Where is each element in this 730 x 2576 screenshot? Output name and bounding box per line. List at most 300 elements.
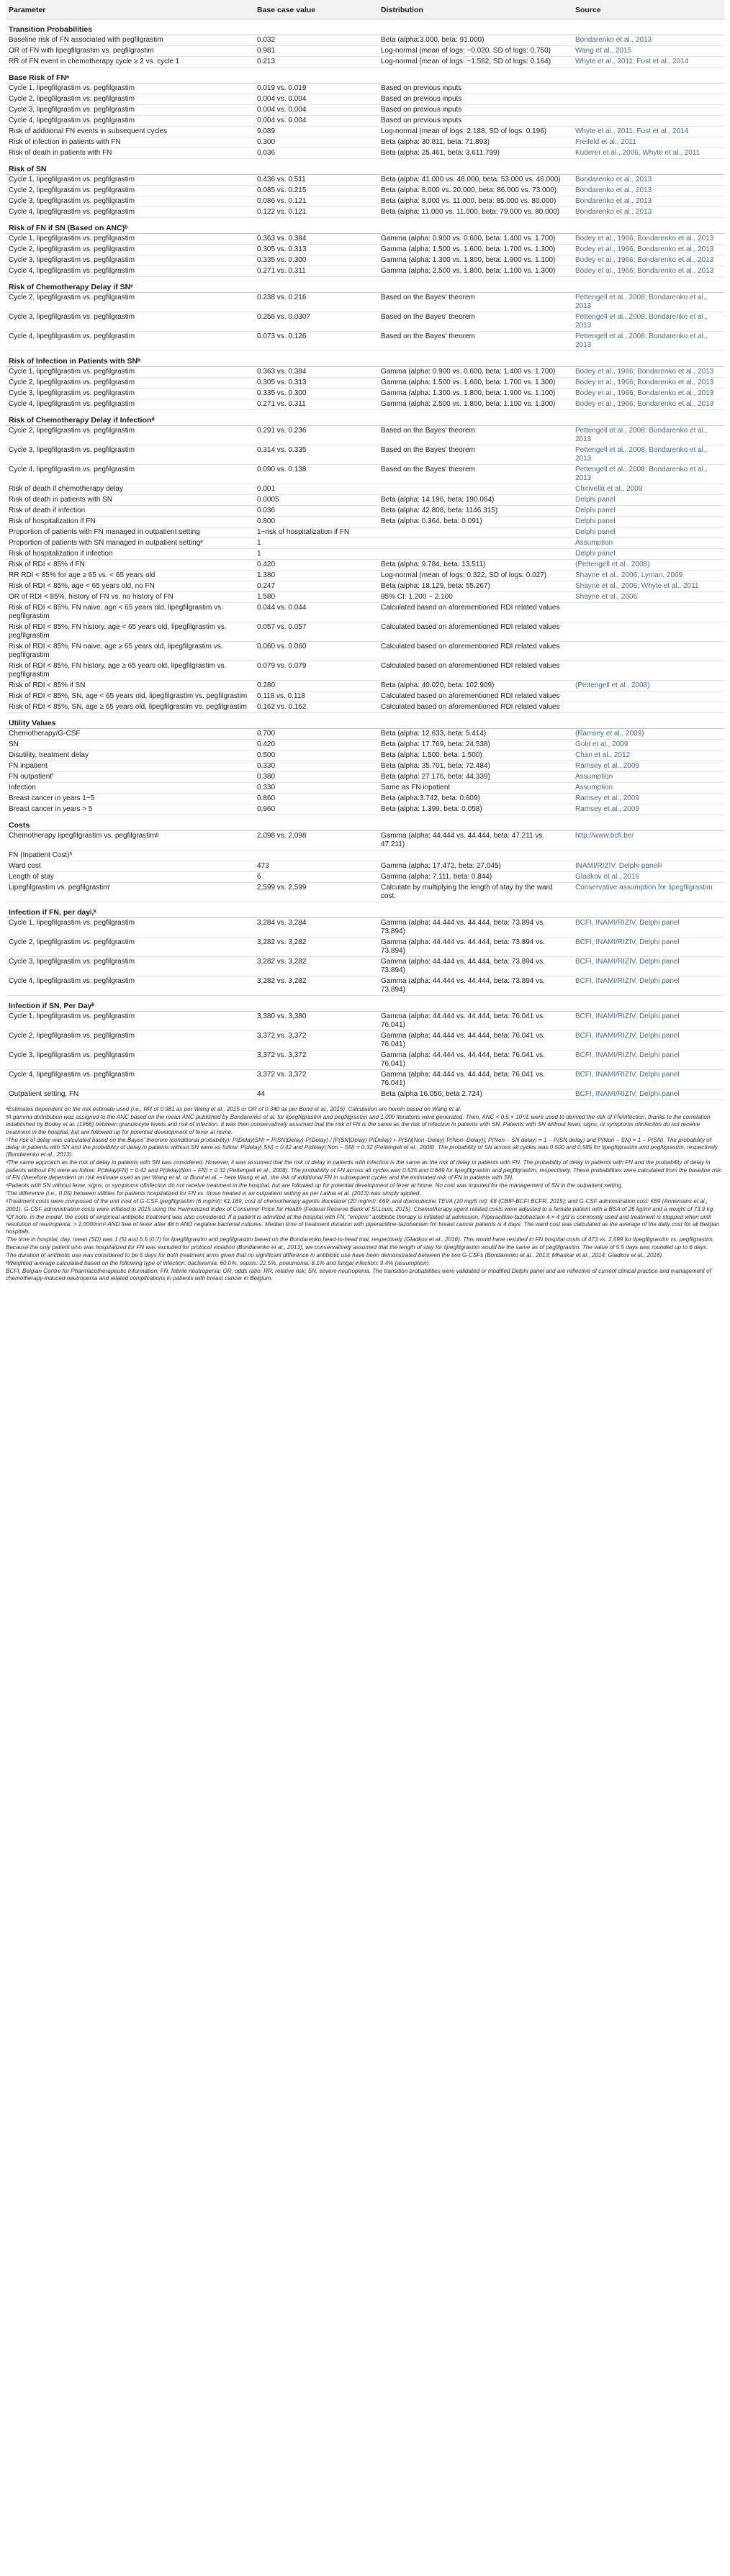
cell-base-case-value: 0.036 (254, 148, 378, 159)
cell-source: BCFI, INAMI/RIZIV, Delphi panel (572, 1012, 724, 1031)
cell-base-case-value: 0.044 vs. 0.044 (254, 603, 378, 622)
footnote: ᵇA gamma distribution was assigned to the ANC based on the mean ANC published by Bondarenko et al. for lipegfilgrastim and pegfilgrastim and 1,000 iterations were generated. Then, ANC < 0.5 × 10⁹/L were used to derived the risk of FN/infection, thanks to the correlation established by Bodey et al. (1966) between granulocyte levels and risk of infection. It was then conservatively assumed that the risk of FN is the same as the risk of infection in patients with SN. Patients with SN without fever, signs, or symptoms ofinfection do not receive treatment in the hospital, but are followed up for potential development of fever at home. (6, 1114, 711, 1135)
section-header-row (6, 218, 724, 234)
cell-base-case-value: 0.420 (254, 560, 378, 571)
cell-distribution: Gamma (alpha: 1.300 vs. 1.800, beta: 1.900 vs. 1.100) (378, 255, 572, 266)
cell-source: Ramsey et al., 2009 (572, 804, 724, 815)
cell-base-case-value: 0.335 vs. 0.300 (254, 255, 378, 266)
cell-base-case-value: 0.960 (254, 804, 378, 815)
cell-distribution: Calculated based on aforementioned RDI related values (378, 691, 572, 702)
cell-distribution: Gamma (alpha: 1.300 vs. 1.800, beta: 1.900 vs. 1.100) (378, 389, 572, 399)
table-row (6, 1012, 724, 1031)
cell-source: Shayne et al., 2006; Whyte et al., 2011 (572, 581, 724, 592)
section-title: Base Risk of FNᵃ (6, 68, 724, 83)
cell-base-case-value: 0.380 (254, 772, 378, 783)
cell-distribution: Gamma (alpha: 44.444 vs. 44.444, beta: 76.041 vs. 76.041) (378, 1051, 572, 1070)
table-row (6, 772, 724, 783)
table-header-row (6, 0, 724, 19)
cell-source: Assumption (572, 538, 724, 549)
cell-parameter: Cycle 1, lipegfilgrastim vs. pegfilgrastim (6, 367, 254, 378)
cell-source: Gladkov et al., 2016 (572, 872, 724, 883)
table-row (6, 538, 724, 549)
table-row (6, 367, 724, 378)
table-row (6, 861, 724, 872)
table-row (6, 35, 724, 46)
cell-base-case-value: 6 (254, 872, 378, 883)
footnote: ᶠThe difference (i.e., 0.05) between utilities for patients hospitalized for FN vs. those treated in an outpatient setting as per Lathia et al. (2013) was simply applied. (6, 1190, 421, 1197)
section-title: Infection if FN, per dayʲ,ᵏ (6, 902, 724, 918)
cell-base-case-value: 0.085 vs. 0.215 (254, 186, 378, 196)
cell-parameter: Breast cancer in years > 5 (6, 804, 254, 815)
section-title: Transition Probabilities (6, 19, 724, 35)
cell-base-case-value: 1−risk of hospitalization if FN (254, 527, 378, 538)
cell-base-case-value: 9.089 (254, 127, 378, 137)
cell-parameter: Cycle 2, lipegfilgrastim vs. pegfilgrastim (6, 426, 254, 445)
cell-parameter: OR of RDI < 85%, history of FN vs. no history of FN (6, 592, 254, 603)
cell-base-case-value: 3,282 vs. 3,282 (254, 938, 378, 957)
cell-source: Pettengell et al., 2008; Bondarenko et al., 2013 (572, 445, 724, 465)
footnote: ʲThe duration of antibiotic use was considered to be 5 days for both treatment arms given that no significant difference in antibiotic use have been demonstrated between the two G-CSFs (Bondarenko et al., 2013; Mhaskar et al., 2014; Gladkov et al., 2016). (6, 1251, 664, 1258)
cell-source: Bodey et al., 1966; Bondarenko et al., 2013 (572, 389, 724, 399)
cell-parameter: Risk of RDI < 85%, age < 65 years old, no FN (6, 581, 254, 592)
cell-distribution: 95% CI: 1.200 − 2.100 (378, 592, 572, 603)
table-row (6, 872, 724, 883)
cell-base-case-value: 3,282 vs. 3,282 (254, 957, 378, 976)
cell-parameter: Cycle 4, lipegfilgrastim vs. pegfilgrastim (6, 1070, 254, 1089)
cell-parameter: Proportion of patients with FN managed in outpatient setting (6, 527, 254, 538)
cell-parameter: Cycle 3, lipegfilgrastim vs. pegfilgrastim (6, 196, 254, 207)
cell-parameter: Cycle 4, lipegfilgrastim vs. pegfilgrastim (6, 976, 254, 996)
cell-source: Ramsey et al., 2009 (572, 794, 724, 804)
cell-parameter: Risk of hospitalization if FN (6, 517, 254, 527)
cell-distribution: Based on previous inputs (378, 116, 572, 127)
cell-distribution: Based on the Bayes' theorem (378, 426, 572, 445)
cell-base-case-value: 0.032 (254, 35, 378, 46)
footnote: BCFI, Belgian Centre for Pharmacotherapeutic Information; FN, febrile neutropenia; OR, odds ratio; RR, relative risk; SN, severe neutropenia. The transition probabilities were validated or modified Delphi panel and are reflective of current clinical practice and management of chemotherapy-induced neutropenia and related complications in patients with breast cancer in Belgium. (6, 1268, 711, 1282)
cell-parameter: Cycle 4, lipegfilgrastim vs. pegfilgrastim (6, 266, 254, 277)
table-row (6, 976, 724, 996)
section-title: Utility Values (6, 713, 724, 729)
cell-base-case-value: 0.800 (254, 517, 378, 527)
cell-distribution: Based on previous inputs (378, 105, 572, 116)
cell-source: Bodey et al., 1966; Bondarenko et al., 2013 (572, 378, 724, 389)
cell-source: INAMI/RIZIV, Delphi panelᵍ (572, 861, 724, 872)
cell-base-case-value: 0.036 (254, 506, 378, 517)
table-row (6, 175, 724, 186)
table-row (6, 186, 724, 196)
table-row (6, 883, 724, 902)
cell-distribution: Gamma (alpha: 0.900 vs. 0.600, beta: 1.400 vs. 1.700) (378, 367, 572, 378)
table-row (6, 918, 724, 938)
cell-base-case-value: 0.860 (254, 794, 378, 804)
table-row (6, 1089, 724, 1100)
cell-parameter: Chemotherapy/G-CSF (6, 729, 254, 740)
table-row (6, 592, 724, 603)
cell-source: http://www.bcfi.be/ (572, 831, 724, 851)
section-header-row (6, 277, 724, 293)
cell-distribution (378, 538, 572, 549)
cell-base-case-value: 473 (254, 861, 378, 872)
cell-base-case-value: 0.305 vs. 0.313 (254, 245, 378, 255)
cell-base-case-value: 1 (254, 549, 378, 560)
table-row (6, 549, 724, 560)
cell-source: (Pettengell et al., 2008) (572, 681, 724, 691)
cell-parameter: Cycle 2, lipegfilgrastim vs. pegfilgrastim (6, 186, 254, 196)
cell-parameter: Outpatient setting, FN (6, 1089, 254, 1100)
section-header-row (6, 713, 724, 729)
cell-distribution: Gamma (alpha: 17.472, beta: 27.045) (378, 861, 572, 872)
cell-base-case-value: 3,380 vs. 3,380 (254, 1012, 378, 1031)
cell-base-case-value: 1.580 (254, 592, 378, 603)
cell-source (572, 851, 724, 861)
cell-source: Whyte et al., 2011; Fust et al., 2014 (572, 127, 724, 137)
footnote: ᵈThe same approach as the risk of delay in patients with SN was considered. However, it was assumed that the risk of delay in patients with infection is the same as the risk of delay in patients with FN. The probability of delay in patients with FN and the probability of delay in patients without FN were as follow: P(delay|FN) = 0.42 and P(delay|Non − FN) = 0.32 (Pettengell et al., 2008). The probability of FN across all cycles was 0.535 and 0.649 for lipegfilgrastim and pegfilgrastim, respectively. These probabilities were calculated from the baseline risk of FN (therefore dependent on risk estimate used as per Wang et al. or Bond et al. − here Wang et al), the risk of additional FN in subsequent cycles and the estimated risk of FN in patients with SN. (6, 1159, 721, 1181)
cell-base-case-value: 0.291 vs. 0.236 (254, 426, 378, 445)
cell-parameter: Cycle 4, lipegfilgrastim vs. pegfilgrastim (6, 332, 254, 351)
cell-base-case-value: 0.981 (254, 46, 378, 57)
cell-base-case-value: 1 (254, 538, 378, 549)
cell-source: Pettengell et al., 2008; Bondarenko et al., 2013 (572, 332, 724, 351)
table-row (6, 495, 724, 506)
cell-base-case-value: 3,284 vs. 3,284 (254, 918, 378, 938)
table-row (6, 702, 724, 713)
cell-base-case-value: 0.086 vs. 0.121 (254, 196, 378, 207)
table-row (6, 642, 724, 661)
table-row (6, 517, 724, 527)
cell-source: Delphi panel (572, 549, 724, 560)
cell-base-case-value: 0.314 vs. 0.335 (254, 445, 378, 465)
cell-source: Pettengell et al., 2008; Bondarenko et al., 2013 (572, 426, 724, 445)
cell-parameter: Cycle 4, lipegfilgrastim vs. pegfilgrastim (6, 399, 254, 410)
table-row (6, 957, 724, 976)
cell-base-case-value: 0.122 vs. 0.121 (254, 207, 378, 218)
cell-parameter: Risk of infection in patients with FN (6, 137, 254, 148)
cell-parameter: FN outpatientᶠ (6, 772, 254, 783)
cell-base-case-value: 0.363 vs. 0.384 (254, 367, 378, 378)
cell-base-case-value: 44 (254, 1089, 378, 1100)
cell-distribution: Gamma (alpha: 44.444 vs. 44.444, beta: 76.041 vs. 76.041) (378, 1070, 572, 1089)
cell-base-case-value: 2,599 vs. 2,599 (254, 883, 378, 902)
cell-source: BCFI, INAMI/RIZIV, Delphi panel (572, 1031, 724, 1051)
cell-base-case-value: 0.0005 (254, 495, 378, 506)
cell-source: Bondarenko et al., 2013 (572, 207, 724, 218)
section-title: Risk of FN if SN (Based on ANC)ᵇ (6, 218, 724, 234)
cell-source (572, 691, 724, 702)
table-row (6, 681, 724, 691)
cell-distribution: Gamma (alpha: 44.444 vs. 44.444, beta: 76.041 vs. 76.041) (378, 1012, 572, 1031)
cell-distribution: Beta (alpha: 42.808, beta: 1146.315) (378, 506, 572, 517)
cell-parameter: Cycle 4, lipegfilgrastim vs. pegfilgrastim (6, 116, 254, 127)
cell-distribution: Same as FN inpatient (378, 783, 572, 794)
cell-distribution: Gamma (alpha: 1.500 vs. 1.600, beta: 1.700 vs. 1.300) (378, 245, 572, 255)
cell-base-case-value: 0.004 vs. 0.004 (254, 105, 378, 116)
table-row (6, 603, 724, 622)
cell-parameter: Cycle 2, lipegfilgrastim vs. pegfilgrastim (6, 293, 254, 312)
table-row (6, 1051, 724, 1070)
cell-source: Freifeld et al., 2011 (572, 137, 724, 148)
header-distribution: Distribution (378, 0, 572, 19)
table-row (6, 94, 724, 105)
cell-base-case-value: 0.256 vs. 0.0307 (254, 312, 378, 332)
section-header-row (6, 159, 724, 175)
cell-distribution: Beta (alpha: 30.811, beta: 71.893) (378, 137, 572, 148)
table-row (6, 46, 724, 57)
table-row (6, 851, 724, 861)
cell-parameter: Infection (6, 783, 254, 794)
cell-base-case-value: 0.330 (254, 783, 378, 794)
cell-distribution: Beta (alpha: 18.129, beta: 55.267) (378, 581, 572, 592)
cell-distribution: Calculate by multiplying the length of stay by the ward cost. (378, 883, 572, 902)
table-row (6, 426, 724, 445)
cell-source (572, 105, 724, 116)
section-header-row (6, 68, 724, 83)
cell-parameter: Proportion of patients with SN managed in outpatient settingᵉ (6, 538, 254, 549)
cell-parameter: Cycle 3, lipegfilgrastim vs. pegfilgrastim (6, 312, 254, 332)
parameter-table-page (6, 0, 724, 1283)
cell-distribution: Gamma (alpha: 44.444 vs. 44.444, beta: 73.894 vs. 73.894) (378, 957, 572, 976)
footnote: ᵃEstimates dependent on the risk estimate used (i.e., RR of 0.981 as per Wang et al., 2015 or OR of 0.340 as per Bond et al., 2015). Calculation are herein based on Wang et al. (6, 1106, 461, 1112)
cell-source: BCFI, INAMI/RIZIV, Delphi panel (572, 1051, 724, 1070)
cell-base-case-value: 3,372 vs. 3,372 (254, 1070, 378, 1089)
table-row (6, 740, 724, 750)
cell-parameter: Cycle 3, lipegfilgrastim vs. pegfilgrastim (6, 445, 254, 465)
section-header-row (6, 902, 724, 918)
cell-distribution: Beta (alpha 16.056; beta 2.724) (378, 1089, 572, 1100)
footnote: ⁱThe time in hospital, day, mean (SD) was 1 (5) and 5.5 (0.7) for lipegfilgrastim and pegfilgrastim based on the Bondarenko head-to-head trial, respectively (Gladkov et al., 2016). This would have resulted in FN hospital costs of 473 vs. 2,599 for lipegfilgrastim vs. pegfilgrastim. Because the only patient who was hospitalized for FN was excluded for protocol violation (Bondarenko et al., 2013), we conservatively assumed that the length of stay for lipegfilgrastim would be the same as of pegfilgrastim. The value of 5.5 days was rounded up to 6 days. (6, 1236, 714, 1251)
cell-source: Bodey et al., 1966; Bondarenko et al., 2013 (572, 367, 724, 378)
cell-source: Conservative assumption for lipegfilgrastim (572, 883, 724, 902)
table-row (6, 57, 724, 68)
footnote: ᵏWeighted average calculated based on the following type of infection: bacteremia: 60.0%, sepsis: 22.5%, pneumonia: 8.1% and fungal infection: 9.4% (assumption). (6, 1260, 431, 1267)
cell-base-case-value: 0.420 (254, 740, 378, 750)
cell-source: Whyte et al., 2011; Fust et al., 2014 (572, 57, 724, 68)
table-row (6, 783, 724, 794)
cell-parameter: Cycle 3, lipegfilgrastim vs. pegfilgrastim (6, 957, 254, 976)
cell-source: Bodey et al., 1966; Bondarenko et al., 2013 (572, 255, 724, 266)
cell-base-case-value: 0.247 (254, 581, 378, 592)
cell-source: Delphi panel (572, 517, 724, 527)
table-body (6, 19, 724, 1100)
cell-base-case-value: 1.380 (254, 571, 378, 581)
section-title: Risk of Chemotherapy Delay if Infectionᵈ (6, 410, 724, 426)
cell-distribution: Gamma (alpha: 44.444 vs. 44.444, beta: 73.894 vs. 73.894) (378, 918, 572, 938)
cell-base-case-value: 0.004 vs. 0.004 (254, 116, 378, 127)
section-header-row (6, 351, 724, 367)
cell-source (572, 622, 724, 642)
section-title: Risk of SN (6, 159, 724, 175)
cell-parameter: Length of stay (6, 872, 254, 883)
cell-parameter: Disutility, treatment delay (6, 750, 254, 761)
cell-distribution: Beta (alpha: 41.000 vs. 48.000, beta: 53.000 vs. 46.000) (378, 175, 572, 186)
cell-source: (Pettengell et al., 2008) (572, 560, 724, 571)
table-row (6, 127, 724, 137)
cell-source (572, 702, 724, 713)
cell-parameter: Cycle 2, lipegfilgrastim vs. pegfilgrastim (6, 1031, 254, 1051)
cell-base-case-value: 0.162 vs. 0.162 (254, 702, 378, 713)
parameter-table (6, 0, 724, 1100)
cell-distribution: Beta (alpha: 40.020, beta: 102.909) (378, 681, 572, 691)
table-row (6, 622, 724, 642)
cell-parameter: RR RDI < 85% for age ≥ 65 vs. < 65 years old (6, 571, 254, 581)
cell-distribution: Gamma (alpha: 0.900 vs. 0.600, beta: 1.400 vs. 1.700) (378, 234, 572, 245)
cell-parameter: Cycle 3, lipegfilgrastim vs. pegfilgrastim (6, 105, 254, 116)
cell-distribution: Beta (alpha: 17.769, beta: 24.538) (378, 740, 572, 750)
table-row (6, 266, 724, 277)
table-row (6, 293, 724, 312)
cell-distribution: Based on previous inputs (378, 94, 572, 105)
cell-base-case-value: 0.073 vs. 0.126 (254, 332, 378, 351)
table-row (6, 378, 724, 389)
cell-parameter: Risk of RDI < 85%, SN, age < 65 years old, lipegfilgrastim vs. pegfilgrastim (6, 691, 254, 702)
cell-base-case-value: 0.436 vs. 0.511 (254, 175, 378, 186)
cell-distribution: Based on the Bayes' theorem (378, 445, 572, 465)
cell-distribution: Log-normal (mean of logs: 2.188, SD of logs: 0.196) (378, 127, 572, 137)
cell-source: BCFI, INAMI/RIZIV, Delphi panel (572, 938, 724, 957)
cell-base-case-value: 0.213 (254, 57, 378, 68)
cell-source: Bondarenko et al., 2013 (572, 196, 724, 207)
cell-parameter: Risk of death if infection (6, 506, 254, 517)
table-row (6, 105, 724, 116)
table-row (6, 465, 724, 484)
cell-source (572, 83, 724, 94)
cell-source: Bondarenko et al., 2013 (572, 35, 724, 46)
section-title: Costs (6, 815, 724, 831)
cell-parameter: FN (Inpatient Cost)ʰ (6, 851, 254, 861)
cell-source: BCFI, INAMI/RIZIV, Delphi panel (572, 976, 724, 996)
section-header-row (6, 996, 724, 1012)
cell-base-case-value: 0.057 vs. 0.057 (254, 622, 378, 642)
cell-distribution: Beta (alpha: 0.364, beta: 0.091) (378, 517, 572, 527)
cell-source: Wang et al., 2015 (572, 46, 724, 57)
cell-source: Gold et al., 2009 (572, 740, 724, 750)
table-row (6, 506, 724, 517)
cell-distribution: Based on the Bayes' theorem (378, 332, 572, 351)
cell-parameter: Risk of death in patients with FN (6, 148, 254, 159)
footnotes (6, 1106, 724, 1283)
header-parameter: Parameter (6, 0, 254, 19)
cell-source: Delphi panel (572, 506, 724, 517)
cell-source: Bodey et al., 1966; Bondarenko et al., 2013 (572, 245, 724, 255)
table-row (6, 581, 724, 592)
table-row (6, 571, 724, 581)
footnote: ᵍTreatment costs were composed of the unit cost of G-CSF (pegfilgrastim (6 mg/ml): €1,169; cost of chemotherapy agents docetaxel (20 mg/ml): €69; and doxorubicine TEVA (10 mg/5 ml): €8 (CBIP-BCFI BCFR, 2015); and G-CSF administration cost: €69 (Annemans et al., 2001). G-CSF administration costs were inflated to 2015 using the Harmonized Index of Consumer Price for Health (Federal Reserve Bank of St.Louis, 2015). Chemotherapy agent related costs were adjusted to a female patient with a BSA of 26 kg/m² and a weight of 73.9 kg. (6, 1198, 715, 1212)
table-row (6, 1070, 724, 1089)
table-row (6, 831, 724, 851)
cell-base-case-value (254, 851, 378, 861)
table-row (6, 389, 724, 399)
cell-source: BCFI, INAMI/RIZIV, Delphi panel (572, 1070, 724, 1089)
cell-base-case-value: 0.238 vs. 0.216 (254, 293, 378, 312)
cell-parameter: Cycle 1, lipegfilgrastim vs. pegfilgrastim (6, 175, 254, 186)
cell-base-case-value: 3,372 vs. 3,372 (254, 1031, 378, 1051)
cell-source: BCFI, INAMI/RIZIV, Delphi panel (572, 918, 724, 938)
cell-base-case-value: 0.363 vs. 0.384 (254, 234, 378, 245)
table-row (6, 804, 724, 815)
cell-base-case-value: 0.330 (254, 761, 378, 772)
table-row (6, 445, 724, 465)
cell-source (572, 116, 724, 127)
table-row (6, 116, 724, 127)
cell-distribution: Gamma (alpha: 7.111, beta: 0.844) (378, 872, 572, 883)
section-header-row (6, 815, 724, 831)
cell-distribution: Beta (alpha:3.000, beta: 91.000) (378, 35, 572, 46)
cell-source (572, 642, 724, 661)
table-row (6, 332, 724, 351)
table-row (6, 399, 724, 410)
cell-parameter: Baseline risk of FN associated with pegfilgrastim (6, 35, 254, 46)
cell-distribution: Log-normal (mean of logs: −1.562, SD of logs: 0.164) (378, 57, 572, 68)
cell-distribution: Calculated based on aforementioned RDI related values (378, 622, 572, 642)
cell-distribution (378, 851, 572, 861)
cell-distribution: Based on the Bayes' theorem (378, 465, 572, 484)
section-header-row (6, 410, 724, 426)
cell-parameter: Lipegfilgrastim vs. pegfilgrastimⁱ (6, 883, 254, 902)
cell-parameter: Cycle 1, lipegfilgrastim vs. pegfilgrastim (6, 1012, 254, 1031)
cell-distribution: Gamma (alpha: 1.500 vs. 1.600, beta: 1.700 vs. 1.300) (378, 378, 572, 389)
section-title: Risk of Chemotherapy Delay if SNᶜ (6, 277, 724, 293)
cell-source: Chan et al., 2012 (572, 750, 724, 761)
cell-source: (Ramsey et al., 2009) (572, 729, 724, 740)
cell-distribution: Calculated based on aforementioned RDI related values (378, 702, 572, 713)
table-row (6, 729, 724, 740)
cell-parameter: Chemotherapy lipegfilgrastim vs. pegfilgrastimᵍ (6, 831, 254, 851)
cell-distribution: Calculated based on aforementioned RDI related values (378, 661, 572, 681)
section-header-row (6, 19, 724, 35)
cell-distribution: Beta (alpha: 25.461, beta: 3,611.799) (378, 148, 572, 159)
cell-parameter: Risk of hospitalization if infection (6, 549, 254, 560)
footnote: ʰOf note, in the model, the costs of empirical antibiotic treatment was also considered. If a patient is admitted at the hospital with FN, "empiric" antibiotic therapy is initiated at admission. Piperacilline-tazobactam 4 × 4 g/d is commonly used and treatment is stopped when until resolution of neutropenia, > 1,000/mm³ AND free of fever after 48 h AND negative bacterial cultures. Median time of treatment duration with piperacilline-tazobactam for breast cancer patients is 4 days. The ward cost was calculated as the average of the daily cost for all Belgian hospitals. (6, 1213, 720, 1235)
cell-parameter: FN inpatient (6, 761, 254, 772)
table-row (6, 527, 724, 538)
cell-distribution: Beta (alpha: 9.784, beta: 13.511) (378, 560, 572, 571)
cell-base-case-value: 0.271 vs. 0.311 (254, 266, 378, 277)
cell-base-case-value: 2,098 vs. 2,098 (254, 831, 378, 851)
cell-distribution: Beta (alpha: 8.000 vs. 11.000, beta: 85.000 vs. 80.000) (378, 196, 572, 207)
cell-base-case-value: 0.335 vs. 0.300 (254, 389, 378, 399)
table-row (6, 137, 724, 148)
cell-parameter: Breast cancer in years 1−5 (6, 794, 254, 804)
cell-base-case-value: 3,372 vs. 3,372 (254, 1051, 378, 1070)
cell-parameter: Risk of RDI < 85%, FN history, age ≥ 65 years old, lipegfilgrastim vs. pegfilgrastim (6, 661, 254, 681)
cell-distribution: Calculated based on aforementioned RDI related values (378, 603, 572, 622)
cell-distribution (378, 527, 572, 538)
cell-parameter: Cycle 1, lipegfilgrastim vs. pegfilgrastim (6, 234, 254, 245)
cell-base-case-value: 0.001 (254, 484, 378, 495)
cell-base-case-value: 0.305 vs. 0.313 (254, 378, 378, 389)
cell-source: Bodey et al., 1966; Bondarenko et al., 2013 (572, 234, 724, 245)
cell-source: BCFI, INAMI/RIZIV, Delphi panel (572, 1089, 724, 1100)
cell-distribution: Gamma (alpha: 44.444 vs. 44.444, beta: 73.894 vs. 73.894) (378, 938, 572, 957)
cell-parameter: Cycle 3, lipegfilgrastim vs. pegfilgrastim (6, 389, 254, 399)
cell-parameter: Cycle 4, lipegfilgrastim vs. pegfilgrastim (6, 207, 254, 218)
cell-base-case-value: 3,282 vs. 3,282 (254, 976, 378, 996)
cell-parameter: Risk of RDI < 85% if FN (6, 560, 254, 571)
cell-parameter: Cycle 2, lipegfilgrastim vs. pegfilgrastim (6, 245, 254, 255)
cell-distribution: Beta (alpha: 8.000 vs. 20.000, beta: 86.000 vs. 73.000) (378, 186, 572, 196)
cell-distribution: Gamma (alpha: 2.500 vs. 1.800, beta: 1.100 vs. 1.300) (378, 399, 572, 410)
cell-source (572, 661, 724, 681)
cell-parameter: Risk of RDI < 85% if SN (6, 681, 254, 691)
cell-distribution: Gamma (alpha: 44.444 vs. 44.444, beta: 76.041 vs. 76.041) (378, 1031, 572, 1051)
footnote: ᵉPatients with SN without fever, signs, or symptoms ofinfection do not receive treatment in the hospital, but are followed up for potential development of fever at home. No cost was imputed for the management of SN in the outpatient setting. (6, 1182, 623, 1189)
cell-source: Kuderer et al., 2006; Whyte et al., 2011 (572, 148, 724, 159)
cell-base-case-value: 0.118 vs. 0.118 (254, 691, 378, 702)
cell-parameter: Risk of RDI < 85%, FN naive, age ≥ 65 years old, lipegfilgrastim vs. pegfilgrastim (6, 642, 254, 661)
table-row (6, 234, 724, 245)
cell-base-case-value: 0.280 (254, 681, 378, 691)
cell-source: Bodey et al., 1966; Bondarenko et al., 2013 (572, 266, 724, 277)
table-row (6, 484, 724, 495)
